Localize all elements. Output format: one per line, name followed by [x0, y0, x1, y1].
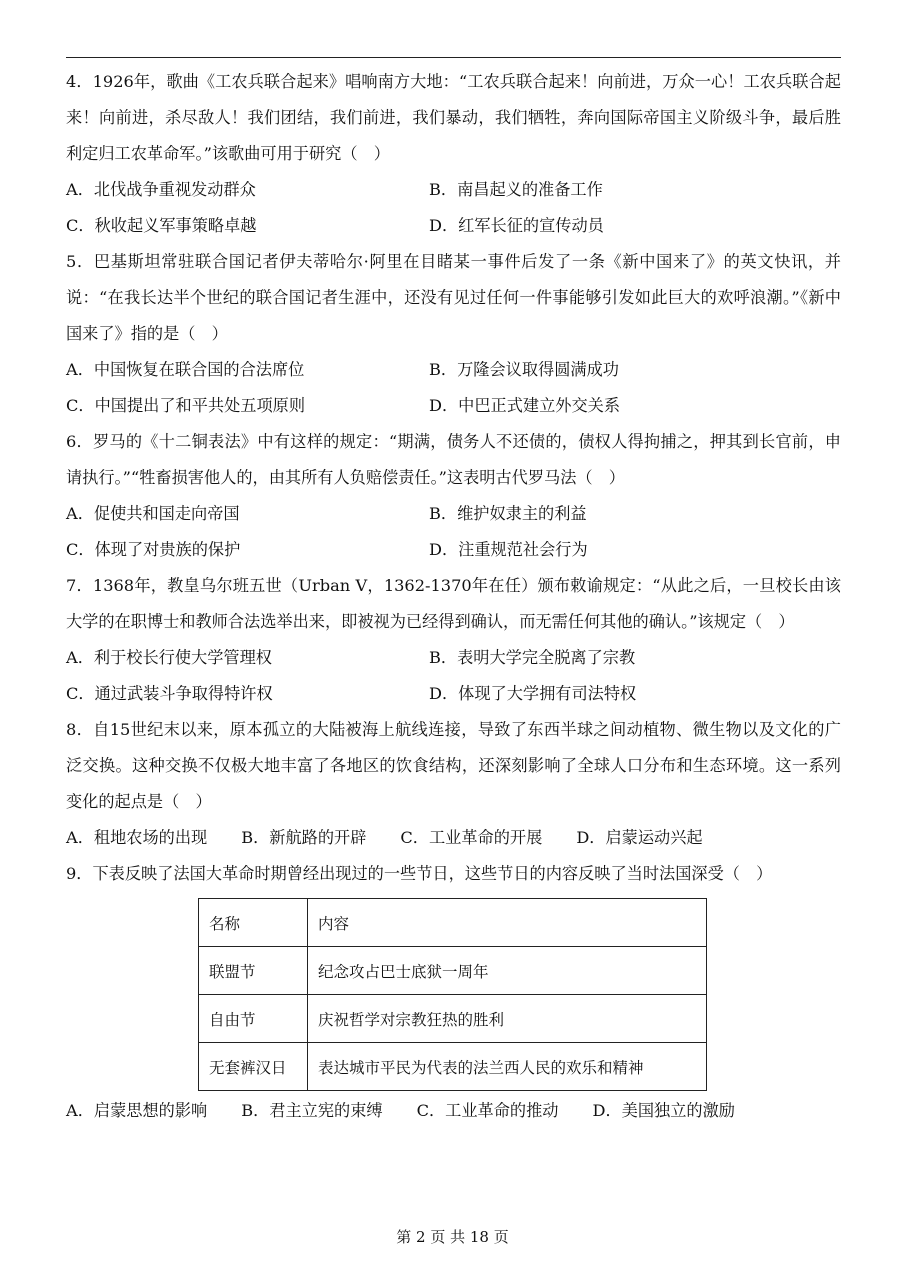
option-row: [66, 352, 841, 388]
option-a[interactable]: A．启蒙思想的影响: [66, 1101, 208, 1120]
table-header-cell: 名称: [199, 899, 308, 947]
question-8: [66, 712, 841, 856]
table-cell: 无套裤汉日: [199, 1043, 308, 1091]
question-6: [66, 424, 841, 568]
option-b[interactable]: B．维护奴隶主的利益: [429, 504, 587, 523]
question-stem: 4．1926年，歌曲《工农兵联合起来》唱响南方大地：“工农兵联合起来！向前进，万众一心！工农兵联合起来！向前进，杀尽敌人！我们团结，我们前进，我们暴动，我们牺牲，奔向国际帝国主义阶级斗争，最后胜利定归工农革命军。”该歌曲可用于研究（ ）: [66, 72, 841, 163]
table-cell: 表达城市平民为代表的法兰西人民的欢乐和精神: [308, 1043, 707, 1091]
option-b[interactable]: B．表明大学完全脱离了宗教: [429, 648, 636, 667]
option-c[interactable]: C．工业革命的开展: [400, 828, 543, 847]
option-a[interactable]: A．促使共和国走向帝国: [66, 504, 240, 523]
table-header-cell: 内容: [308, 899, 707, 947]
option-c[interactable]: C．中国提出了和平共处五项原则: [66, 396, 306, 415]
option-b[interactable]: B．万隆会议取得圆满成功: [429, 360, 619, 379]
option-row: [66, 1093, 841, 1129]
table-row: [199, 947, 707, 995]
option-row: [66, 172, 841, 208]
option-row: [66, 496, 841, 532]
question-7: [66, 568, 841, 712]
table-cell: 纪念攻占巴士底狱一周年: [308, 947, 707, 995]
option-d[interactable]: D．中巴正式建立外交关系: [429, 396, 621, 415]
option-a[interactable]: A．中国恢复在联合国的合法席位: [66, 360, 305, 379]
table-cell: 联盟节: [199, 947, 308, 995]
option-b[interactable]: B．新航路的开辟: [241, 828, 367, 847]
question-list: [66, 64, 841, 1129]
option-c[interactable]: C．秋收起义军事策略卓越: [66, 216, 257, 235]
question-stem: 6．罗马的《十二铜表法》中有这样的规定：“期满，债务人不还债的，债权人得拘捕之，押其到长官前，申请执行。”“牲畜损害他人的，由其所有人负赔偿责任。”这表明古代罗马法（ ）: [66, 432, 841, 487]
option-row: [66, 388, 841, 424]
option-row: [66, 676, 841, 712]
question-stem: 9．下表反映了法国大革命时期曾经出现过的一些节日，这些节日的内容反映了当时法国深受（ ）: [66, 864, 773, 883]
option-d[interactable]: D．启蒙运动兴起: [576, 828, 703, 847]
option-row: [66, 208, 841, 244]
top-rule: [66, 57, 841, 58]
option-d[interactable]: D．体现了大学拥有司法特权: [429, 684, 637, 703]
question-4: [66, 64, 841, 244]
table-row: [199, 995, 707, 1043]
option-row: [66, 820, 841, 856]
question-stem: 8．自15世纪末以来，原本孤立的大陆被海上航线连接，导致了东西半球之间动植物、微生物以及文化的广泛交换。这种交换不仅极大地丰富了各地区的饮食结构，还深刻影响了全球人口分布和生态环境。这一系列变化的起点是（ ）: [66, 720, 841, 811]
option-c[interactable]: C．体现了对贵族的保护: [66, 540, 241, 559]
option-a[interactable]: A．北伐战争重视发动群众: [66, 180, 256, 199]
option-c[interactable]: C．工业革命的推动: [416, 1101, 559, 1120]
table-header-row: [199, 899, 707, 947]
option-d[interactable]: D．美国独立的激励: [592, 1101, 735, 1120]
question-stem: 5．巴基斯坦常驻联合国记者伊夫蒂哈尔·阿里在目睹某一事件后发了一条《新中国来了》的英文快讯，并说：“在我长达半个世纪的联合国记者生涯中，还没有见过任何一件事能够引发如此巨大的欢呼浪潮。”《新中国来了》指的是（ ）: [66, 252, 841, 343]
option-d[interactable]: D．注重规范社会行为: [429, 540, 588, 559]
table-cell: 庆祝哲学对宗教狂热的胜利: [308, 995, 707, 1043]
page-footer: 第 2 页 共 18 页: [396, 1228, 509, 1246]
festival-table: [198, 898, 707, 1091]
question-5: [66, 244, 841, 424]
table-cell: 自由节: [199, 995, 308, 1043]
question-stem: 7．1368年，教皇乌尔班五世（Urban V，1362-1370年在任）颁布敕谕规定：“从此之后，一旦校长由该大学的在职博士和教师合法选举出来，即被视为已经得到确认，而无需任何其他的确认。”该规定（ ）: [66, 576, 841, 631]
table-row: [199, 1043, 707, 1091]
option-row: [66, 532, 841, 568]
option-b[interactable]: B．南昌起义的准备工作: [429, 180, 603, 199]
option-b[interactable]: B．君主立宪的束缚: [241, 1101, 383, 1120]
question-9: [66, 856, 841, 1129]
option-c[interactable]: C．通过武装斗争取得特许权: [66, 684, 273, 703]
option-d[interactable]: D．红军长征的宣传动员: [429, 216, 604, 235]
option-a[interactable]: A．租地农场的出现: [66, 828, 208, 847]
option-row: [66, 640, 841, 676]
option-a[interactable]: A．利于校长行使大学管理权: [66, 648, 272, 667]
